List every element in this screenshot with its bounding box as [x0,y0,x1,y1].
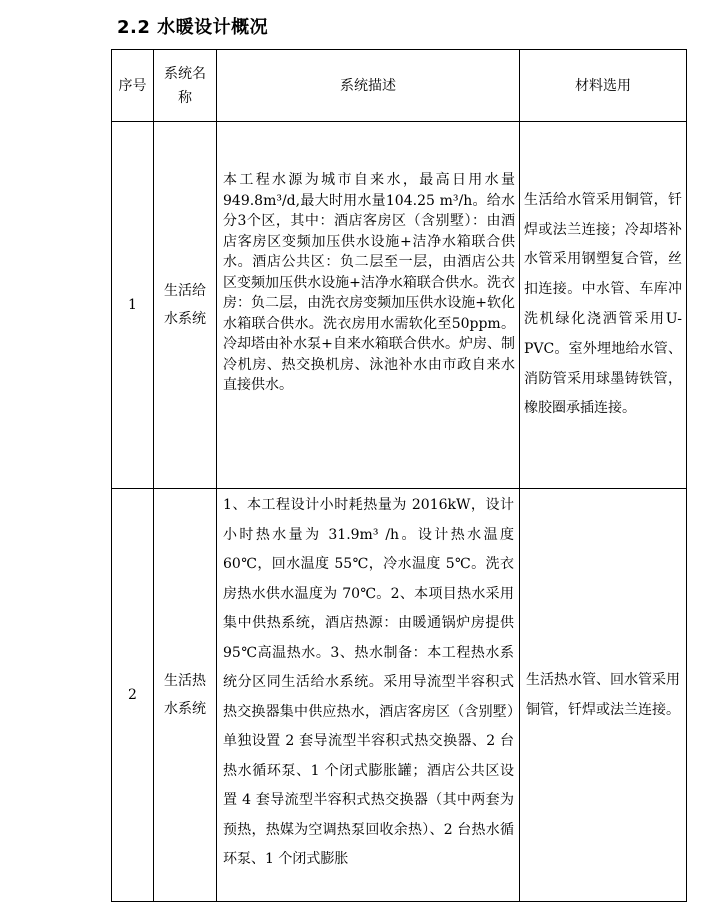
header-cell-name: 系统名称 [154,50,217,122]
row-desc-cell: 本工程水源为城市自来水，最高日用水量949.8m³/d,最大时用水量104.25 m³/h。给水分3个区，其中：酒店客房区（含别墅）：由酒店客房区变频加压供水设施+洁净水箱联合供水。酒店公共区：负二层至一层，由酒店公共区变频加压供水设施+洁净水箱联合供水。洗衣房：负二层，由洗衣房变频加压供水设施+软化水箱联合供水。洗衣房用水需软化至50ppm。冷却塔由补水泵+自来水箱联合供水。炉房、制冷机房、热交换机房、泳池补水由市政自来水直接供水。 [217,122,520,489]
header-cell-desc: 系统描述 [217,50,520,122]
row-no-cell: 2 [112,489,154,902]
table-row [112,122,687,489]
row-name-cell: 生活热水系统 [154,489,217,902]
row-name-cell: 生活给水系统 [154,122,217,489]
table-header-row [112,50,687,122]
row-desc-cell: 1、本工程设计小时耗热量为 2016kW，设计小时热水量为 31.9m³ /h。设计热水温度60℃，回水温度 55℃，冷水温度 5℃。洗衣房热水供水温度为 70℃。2、本项目热水采用集中供热系统，酒店热源：由暖通锅炉房提供 95℃高温热水。3、热水制备：本工程热水系统分区同生活给水系统。采用导流型半容积式热交换器集中供应热水，酒店客房区（含别墅）单独设置 2 套导流型半容积式热交换器、2 台热水循环泵、1 个闭式膨胀罐；酒店公共区设置 4 套导流型半容积式热交换器（其中两套为预热，热媒为空调热泵回收余热）、2 台热水循环泵、1 个闭式膨胀 [217,489,520,902]
section-title: 2.2 水暖设计概况 [117,17,269,38]
table-row [112,489,687,902]
row-material-cell: 生活热水管、回水管采用铜管，钎焊或法兰连接。 [520,489,687,902]
row-no-cell: 1 [112,122,154,489]
header-cell-material: 材料选用 [520,50,687,122]
header-cell-no: 序号 [112,50,154,122]
row-material-cell: 生活给水管采用铜管，钎焊或法兰连接；冷却塔补水管采用钢塑复合管，丝扣连接。中水管、车库冲洗机绿化浇洒管采用U-PVC。室外埋地给水管、消防管采用球墨铸铁管，橡胶圈承插连接。 [520,122,687,489]
hvac-design-table [111,49,687,902]
